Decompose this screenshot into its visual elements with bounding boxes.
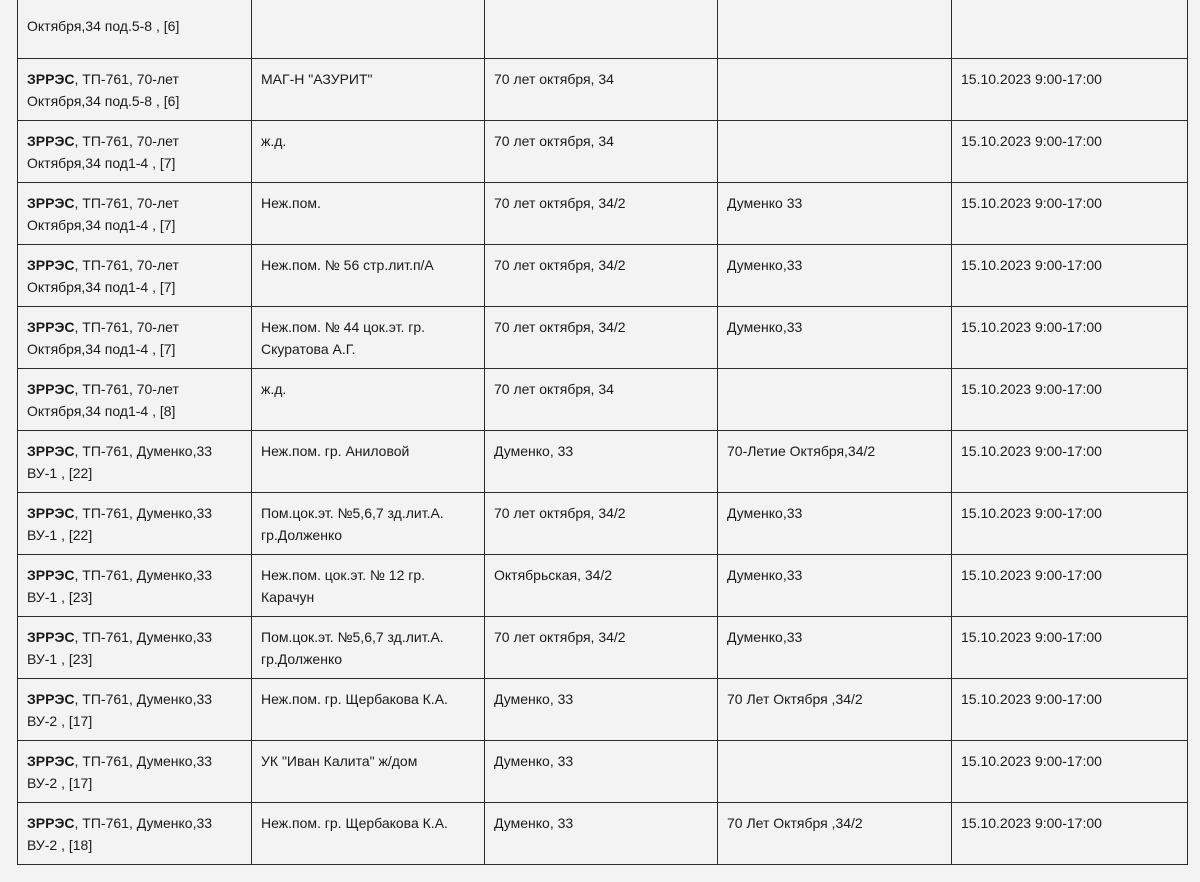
table-row [18, 120, 1188, 182]
time-cell: 15.10.2023 9:00-17:00 [952, 492, 1188, 554]
organization-label: ЗРРЭС [27, 442, 75, 459]
feeder-text: , ТП-761, Думенко,33 ВУ-2 , [17] [27, 752, 213, 791]
consumer-cell: УК "Иван Калита" ж/дом [252, 740, 485, 802]
organization-label: ЗРРЭС [27, 380, 75, 397]
feeder-cell [18, 306, 252, 368]
organization-label: ЗРРЭС [27, 256, 75, 273]
extra-address-cell: Думенко,33 [718, 554, 952, 616]
consumer-cell: ж.д. [252, 368, 485, 430]
address-cell: 70 лет октября, 34 [485, 58, 718, 120]
address-cell: 70 лет октября, 34/2 [485, 616, 718, 678]
consumer-cell: МАГ-Н "АЗУРИТ" [252, 58, 485, 120]
outage-table [17, 0, 1188, 865]
organization-label: ЗРРЭС [27, 690, 75, 707]
address-cell: Думенко, 33 [485, 740, 718, 802]
feeder-cell [18, 430, 252, 492]
feeder-text: , ТП-761, 70-лет Октября,34 под1-4 , [7] [27, 318, 179, 357]
organization-label: ЗРРЭС [27, 318, 75, 335]
organization-label: ЗРРЭС [27, 504, 75, 521]
time-cell: 15.10.2023 9:00-17:00 [952, 430, 1188, 492]
feeder-text: , ТП-761, 70-лет Октября,34 под1-4 , [8] [27, 380, 179, 419]
extra-address-cell: 70 Лет Октября ,34/2 [718, 678, 952, 740]
feeder-text: , ТП-761, 70-лет Октября,34 под1-4 , [7] [27, 256, 179, 295]
organization-label: ЗРРЭС [27, 70, 75, 87]
consumer-cell: Неж.пом. гр. Аниловой [252, 430, 485, 492]
feeder-cell: Октября,34 под.5-8 , [6] [18, 0, 252, 58]
table-row [18, 244, 1188, 306]
time-cell: 15.10.2023 9:00-17:00 [952, 678, 1188, 740]
time-cell: 15.10.2023 9:00-17:00 [952, 554, 1188, 616]
table-row [18, 554, 1188, 616]
table-row [18, 0, 1188, 58]
address-cell: 70 лет октября, 34/2 [485, 244, 718, 306]
extra-address-cell [718, 368, 952, 430]
feeder-text: , ТП-761, Думенко,33 ВУ-1 , [23] [27, 566, 213, 605]
consumer-cell: Неж.пом. гр. Щербакова К.А. [252, 678, 485, 740]
organization-label: ЗРРЭС [27, 628, 75, 645]
extra-address-cell: Думенко,33 [718, 492, 952, 554]
consumer-cell: Неж.пом. № 44 цок.эт. гр. Скуратова А.Г. [252, 306, 485, 368]
table-row [18, 678, 1188, 740]
extra-address-cell: Думенко,33 [718, 306, 952, 368]
consumer-cell: Неж.пом. [252, 182, 485, 244]
time-cell: 15.10.2023 9:00-17:00 [952, 368, 1188, 430]
extra-address-cell: 70-Летие Октября,34/2 [718, 430, 952, 492]
time-cell: 15.10.2023 9:00-17:00 [952, 58, 1188, 120]
feeder-cell [18, 492, 252, 554]
extra-address-cell [718, 58, 952, 120]
table-row [18, 802, 1188, 864]
feeder-cell [18, 244, 252, 306]
time-cell: 15.10.2023 9:00-17:00 [952, 306, 1188, 368]
organization-label: ЗРРЭС [27, 194, 75, 211]
address-cell: 70 лет октября, 34 [485, 120, 718, 182]
address-cell: 70 лет октября, 34/2 [485, 182, 718, 244]
address-cell: 70 лет октября, 34 [485, 368, 718, 430]
time-cell [952, 0, 1188, 58]
table-row [18, 616, 1188, 678]
time-cell: 15.10.2023 9:00-17:00 [952, 182, 1188, 244]
address-cell: 70 лет октября, 34/2 [485, 306, 718, 368]
time-cell: 15.10.2023 9:00-17:00 [952, 802, 1188, 864]
address-cell: Думенко, 33 [485, 802, 718, 864]
organization-label: ЗРРЭС [27, 132, 75, 149]
extra-address-cell [718, 120, 952, 182]
table-row [18, 306, 1188, 368]
feeder-text: , ТП-761, Думенко,33 ВУ-1 , [23] [27, 628, 213, 667]
organization-label: ЗРРЭС [27, 814, 75, 831]
feeder-text: , ТП-761, Думенко,33 ВУ-1 , [22] [27, 442, 213, 481]
consumer-cell: Пом.цок.эт. №5,6,7 зд.лит.А. гр.Долженко [252, 616, 485, 678]
address-cell: Думенко, 33 [485, 678, 718, 740]
extra-address-cell: 70 Лет Октября ,34/2 [718, 802, 952, 864]
feeder-cell [18, 58, 252, 120]
feeder-text: , ТП-761, Думенко,33 ВУ-1 , [22] [27, 504, 213, 543]
time-cell: 15.10.2023 9:00-17:00 [952, 120, 1188, 182]
feeder-text: , ТП-761, 70-лет Октября,34 под.5-8 , [6] [27, 70, 180, 109]
time-cell: 15.10.2023 9:00-17:00 [952, 244, 1188, 306]
feeder-cell [18, 616, 252, 678]
organization-label: ЗРРЭС [27, 566, 75, 583]
table-row [18, 740, 1188, 802]
table-row [18, 368, 1188, 430]
time-cell: 15.10.2023 9:00-17:00 [952, 740, 1188, 802]
feeder-cell [18, 802, 252, 864]
table-row [18, 58, 1188, 120]
feeder-cell [18, 368, 252, 430]
address-cell: Думенко, 33 [485, 430, 718, 492]
feeder-text: , ТП-761, 70-лет Октября,34 под1-4 , [7] [27, 194, 179, 233]
feeder-text: , ТП-761, Думенко,33 ВУ-2 , [18] [27, 814, 213, 853]
extra-address-cell: Думенко,33 [718, 244, 952, 306]
extra-address-cell [718, 0, 952, 58]
consumer-cell [252, 0, 485, 58]
consumer-cell: Пом.цок.эт. №5,6,7 зд.лит.А. гр.Долженко [252, 492, 485, 554]
table-row [18, 430, 1188, 492]
time-cell: 15.10.2023 9:00-17:00 [952, 616, 1188, 678]
extra-address-cell: Думенко,33 [718, 616, 952, 678]
consumer-cell: Неж.пом. № 56 стр.лит.п/А [252, 244, 485, 306]
feeder-cell [18, 554, 252, 616]
feeder-text: , ТП-761, Думенко,33 ВУ-2 , [17] [27, 690, 213, 729]
feeder-cell [18, 120, 252, 182]
address-cell: 70 лет октября, 34/2 [485, 492, 718, 554]
consumer-cell: ж.д. [252, 120, 485, 182]
feeder-cell [18, 740, 252, 802]
address-cell [485, 0, 718, 58]
table-row [18, 492, 1188, 554]
organization-label: ЗРРЭС [27, 752, 75, 769]
consumer-cell: Неж.пом. цок.эт. № 12 гр. Карачун [252, 554, 485, 616]
extra-address-cell: Думенко 33 [718, 182, 952, 244]
consumer-cell: Неж.пом. гр. Щербакова К.А. [252, 802, 485, 864]
feeder-cell [18, 182, 252, 244]
feeder-text: , ТП-761, 70-лет Октября,34 под1-4 , [7] [27, 132, 179, 171]
extra-address-cell [718, 740, 952, 802]
table-row [18, 182, 1188, 244]
address-cell: Октябрьская, 34/2 [485, 554, 718, 616]
feeder-cell [18, 678, 252, 740]
